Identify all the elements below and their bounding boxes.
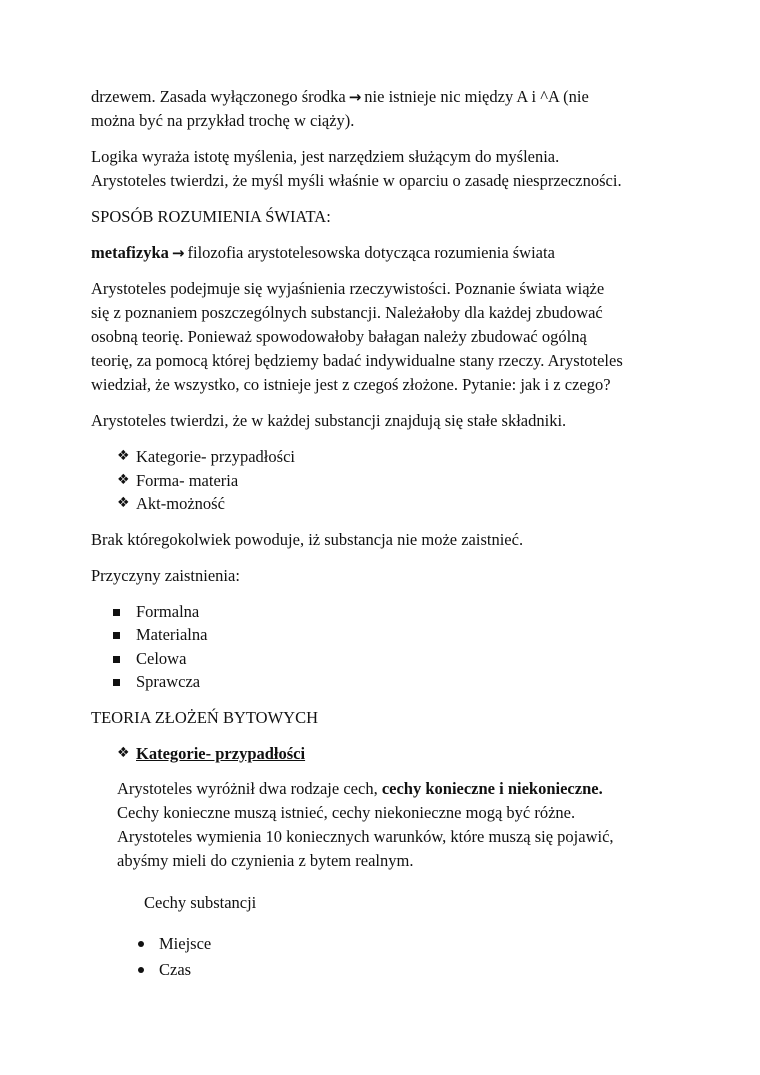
list-item [91, 445, 681, 469]
categories-paragraph [91, 777, 681, 873]
categories-line: Cechy konieczne muszą istnieć, cechy niekonieczne mogą być różne. [117, 803, 576, 822]
categories-line: abyśmy mieli do czynienia z bytem realnym. [117, 851, 414, 870]
logic-line: Arystoteles twierdzi, że myśl myśli właśnie w oparciu o zasadę niesprzeczności. [91, 171, 622, 190]
list-item-text: Miejsce [159, 934, 212, 953]
reality-line: wiedział, że wszystko, co istnieje jest z czegoś złożone. Pytanie: jak i z czego? [91, 375, 611, 394]
reality-line: osobną teorię. Ponieważ spowodowałoby bałagan należy zbudować ogólną [91, 327, 587, 346]
reality-line: się z poznaniem poszczególnych substancji. Należałoby dla każdej zbudować [91, 303, 603, 322]
diamond-bullet-icon: ❖ [117, 448, 130, 464]
square-bullet-icon [113, 679, 120, 686]
reality-paragraph [91, 277, 681, 397]
list-item-text: Materialna [136, 625, 208, 644]
reality-line: teorię, za pomocą której będziemy badać indywidualne stany rzeczy. Arystoteles [91, 351, 623, 370]
causes-list [91, 600, 681, 694]
document-page [91, 85, 681, 983]
list-item [91, 957, 681, 983]
list-item-text: Sprawcza [136, 672, 201, 691]
arrow-icon: → [171, 244, 185, 262]
dot-bullet-icon [138, 967, 144, 973]
list-item [91, 600, 681, 624]
arrow-icon: → [348, 88, 362, 106]
intro-line-2: można być na przykład trochę w ciąży). [91, 111, 355, 130]
list-item-text: Kategorie- przypadłości [136, 447, 295, 466]
square-bullet-icon [113, 656, 120, 663]
heading-world: SPOSÓB ROZUMIENIA ŚWIATA: [91, 207, 331, 226]
intro-line-1: drzewem. Zasada wyłączonego środka [91, 87, 346, 106]
reality-line: Arystoteles podejmuje się wyjaśnienia rzeczywistości. Poznanie świata wiąże [91, 279, 605, 298]
lack-sentence: Brak któregokolwiek powoduje, iż substancja nie może zaistnieć. [91, 529, 524, 549]
metaphysics-term: metafizyka [91, 243, 169, 262]
intro-line-1b: nie istnieje nic między A i ^A (nie [364, 87, 589, 106]
list-item [91, 931, 681, 957]
list-item-text: Akt-możność [136, 494, 225, 513]
categories-section [91, 742, 681, 766]
diamond-bullet-icon: ❖ [117, 471, 130, 488]
square-bullet-icon [113, 632, 120, 639]
diamond-bullet-icon: ❖ [117, 495, 130, 511]
causes-heading: Przyczyny zaistnienia: [91, 565, 240, 585]
categories-bold-phrase: cechy konieczne i niekonieczne. [381, 779, 603, 798]
components-intro: Arystoteles twierdzi, że w każdej substancji znajdują się stałe składniki. [91, 411, 567, 430]
intro-paragraph [91, 85, 681, 133]
logic-paragraph [91, 145, 681, 193]
categories-heading-item [91, 742, 681, 766]
components-list [91, 445, 681, 516]
metaphysics-text: filozofia arystotelesowska dotycząca rozumienia świata [187, 243, 555, 262]
metaphysics-definition [91, 241, 681, 265]
square-bullet-icon [113, 609, 120, 616]
list-item [91, 492, 681, 516]
categories-line: Arystoteles wyróżnił dwa rodzaje cech, [117, 779, 382, 798]
categories-heading: Kategorie- przypadłości [136, 743, 306, 763]
diamond-bullet-icon: ❖ [117, 744, 130, 761]
list-item [91, 670, 681, 694]
list-item-text: Forma- materia [136, 470, 239, 490]
categories-line: Arystoteles wymienia 10 koniecznych warunków, które muszą się pojawić, [117, 827, 614, 846]
list-item [91, 623, 681, 647]
substance-features-list [91, 931, 681, 983]
list-item [91, 647, 681, 671]
substance-features-heading: Cechy substancji [144, 893, 257, 912]
list-item-text: Formalna [136, 601, 200, 621]
list-item [91, 469, 681, 493]
theory-heading: TEORIA ZŁOŻEŃ BYTOWYCH [91, 707, 319, 727]
list-item-text: Czas [159, 960, 192, 979]
dot-bullet-icon [138, 941, 144, 947]
logic-line: Logika wyraża istotę myślenia, jest narzędziem służącym do myślenia. [91, 147, 560, 166]
list-item-text: Celowa [136, 648, 187, 668]
